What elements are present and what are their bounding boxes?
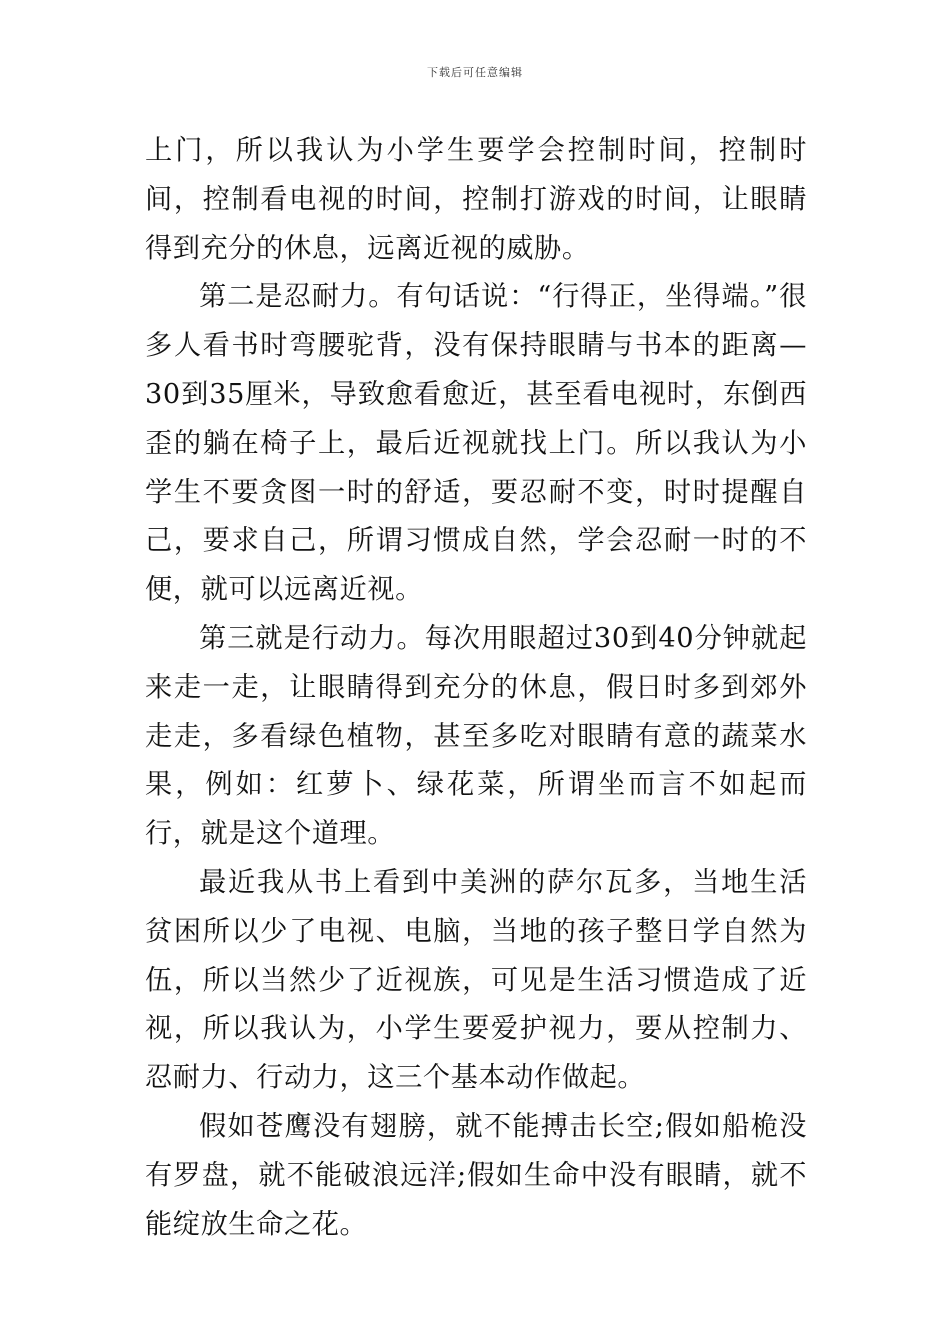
paragraph-conclusion: 假如苍鹰没有翅膀，就不能搏击长空;假如船桅没有罗盘，就不能破浪远洋;假如生命中没有眼睛，就不能绽放生命之花。 — [145, 1110, 807, 1240]
document-body — [145, 127, 807, 1249]
paragraph-endurance: 第二是忍耐力。有句话说：“行得正，坐得端。”很多人看书时弯腰驼背，没有保持眼睛与书本的距离—30到35厘米，导致愈看愈近，甚至看电视时，东倒西歪的躺在椅子上，最后近视就找上门。所以我认为小学生不要贪图一时的舒适，要忍耐不变，时时提醒自己，要求自己，所谓习惯成自然，学会忍耐一时的不便，就可以远离近视。 — [145, 281, 807, 606]
paragraph-el-salvador: 最近我从书上看到中美洲的萨尔瓦多，当地生活贫困所以少了电视、电脑，当地的孩子整日学自然为伍，所以当然少了近视族，可见是生活习惯造成了近视，所以我认为，小学生要爱护视力，要从控制力、忍耐力、行动力，这三个基本动作做起。 — [145, 866, 807, 1094]
page-header: 下载后可任意编辑 — [427, 66, 523, 79]
paragraph-continuation: 上门，所以我认为小学生要学会控制时间，控制时间，控制看电视的时间，控制打游戏的时间，让眼睛得到充分的休息，远离近视的威胁。 — [145, 135, 807, 264]
paragraph-action: 第三就是行动力。每次用眼超过30到40分钟就起来走一走，让眼睛得到充分的休息，假日时多到郊外走走，多看绿色植物，甚至多吃对眼睛有意的蔬菜水果，例如：红萝卜、绿花菜，所谓坐而言不如起而行，就是这个道理。 — [145, 622, 807, 850]
